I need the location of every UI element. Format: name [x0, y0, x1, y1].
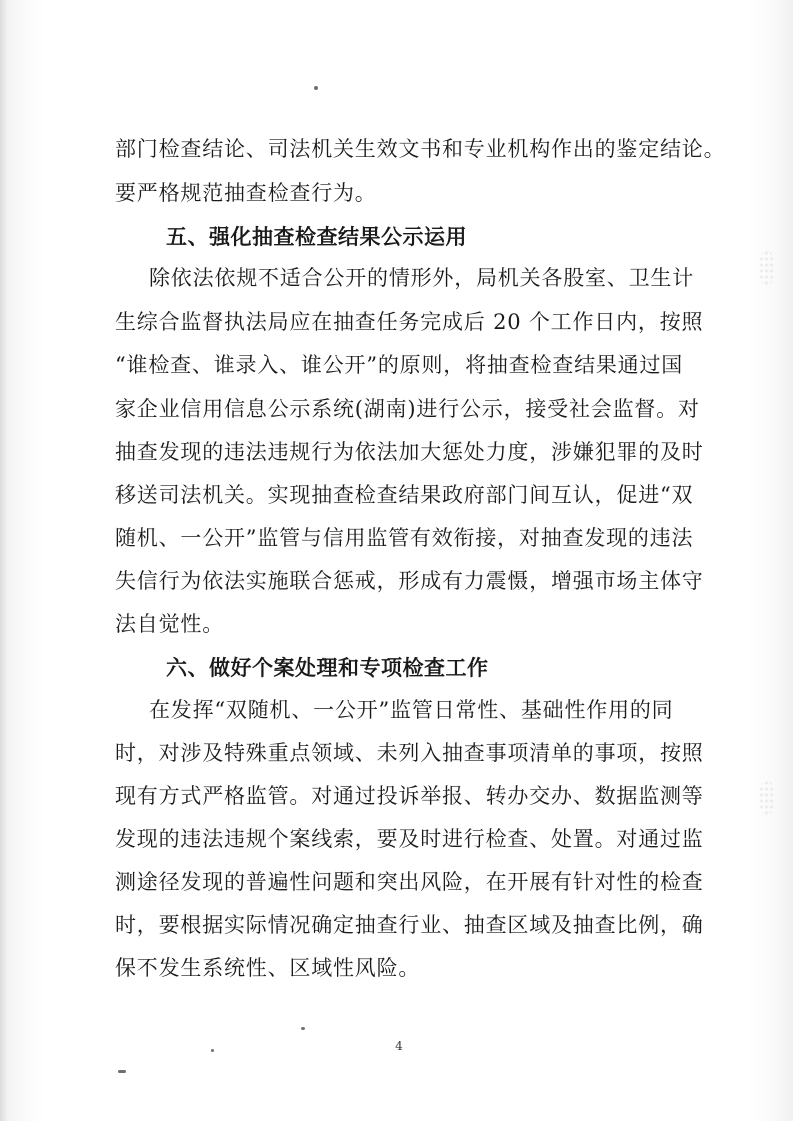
text-line: 家企业信用信息公示系统(湖南)进行公示，接受社会监督。对 — [115, 397, 700, 421]
text-line: 在发挥“双随机、一公开”监管日常性、基础性作用的同 — [149, 698, 674, 722]
text-line: 现有方式严格监管。对通过投诉举报、转办交办、数据监测等 — [115, 784, 704, 808]
text-line: 时，要根据实际情况确定抽查行业、抽查区域及抽查比例，确 — [115, 913, 704, 937]
text-line: 移送司法机关。实现抽查检查结果政府部门间互认，促进“双 — [115, 483, 694, 507]
text-line: “谁检查、谁录入、谁公开”的原则，将抽查检查结果通过国 — [115, 353, 684, 377]
text-line: 发现的违法违规个案线索，要及时进行检查、处置。对通过监 — [115, 827, 704, 851]
text-line: 生综合监督执法局应在抽查任务完成后 20 个工作日内，按照 — [115, 310, 704, 334]
section-heading: 六、做好个案处理和专项检查工作 — [166, 655, 489, 680]
text-line: 抽查发现的违法违规行为依法加大惩处力度，涉嫌犯罪的及时 — [115, 440, 704, 464]
text-line: 除依法依规不适合公开的情形外，局机关各股室、卫生计 — [149, 266, 694, 290]
text-line: 法自觉性。 — [115, 612, 224, 636]
text-line: 保不发生系统性、区域性风险。 — [115, 956, 421, 980]
text-line: 失信行为依法实施联合惩戒，形成有力震慑，增强市场主体守 — [115, 569, 704, 593]
text-line: 要严格规范抽查检查行为。 — [115, 181, 377, 205]
text-line: 部门检查结论、司法机关生效文书和专业机构作出的鉴定结论。 — [115, 137, 726, 161]
text-line: 随机、一公开”监管与信用监管有效衔接，对抽查发现的违法 — [115, 526, 694, 550]
text-line: 时，对涉及特殊重点领域、未列入抽查事项清单的事项，按照 — [115, 741, 704, 765]
text-line: 测途径发现的普遍性问题和突出风险，在开展有针对性的检查 — [115, 870, 704, 894]
section-heading: 五、强化抽查检查结果公示运用 — [166, 224, 467, 249]
page-number: 4 — [395, 1039, 403, 1053]
